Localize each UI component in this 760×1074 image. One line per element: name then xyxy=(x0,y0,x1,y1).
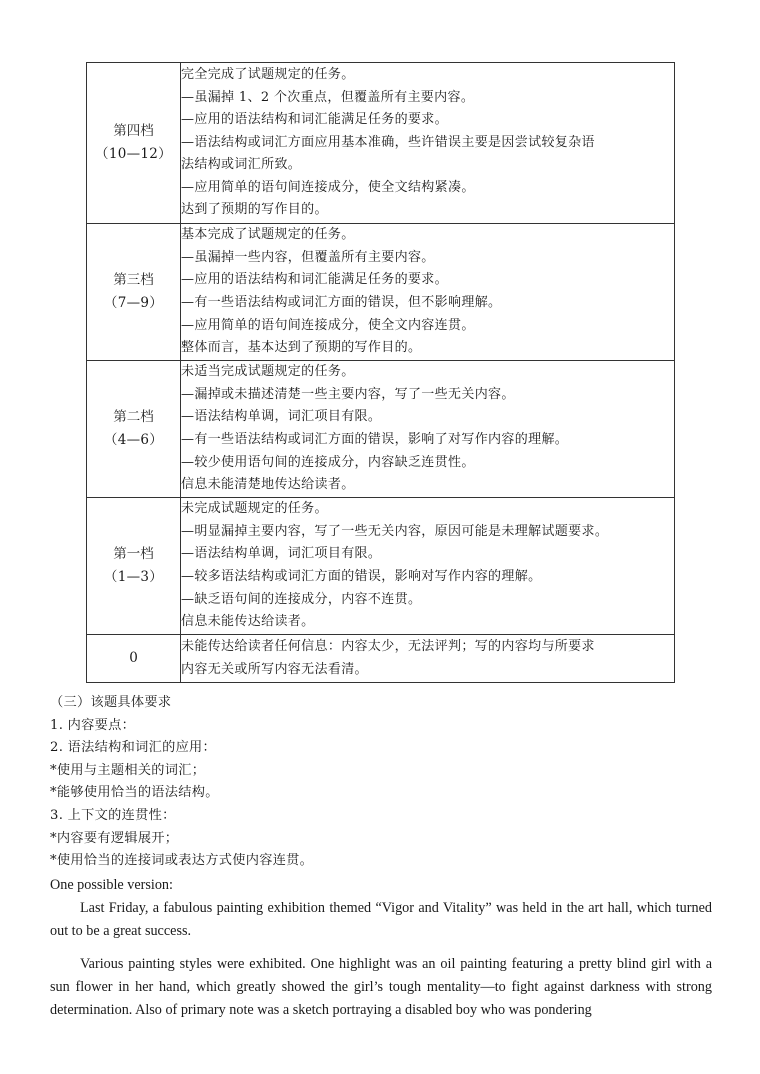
band-description-cell xyxy=(181,361,675,498)
criterion-line: 信息未能清楚地传达给读者。 xyxy=(181,477,355,493)
essay-paragraph: Last Friday, a fabulous painting exhibition themed “Vigor and Vitality” was held in the art hall, which turned out to be a great success. xyxy=(50,900,712,939)
band-label-cell xyxy=(87,63,181,224)
criterion-line: —应用的语法结构和词汇能满足任务的要求。 xyxy=(181,272,449,288)
criterion-line: 未完成试题规定的任务。 xyxy=(181,501,328,517)
requirement-item: *使用与主题相关的词汇； xyxy=(50,762,206,778)
criterion-line: 达到了预期的写作目的。 xyxy=(181,202,328,218)
criterion-line: —语法结构单调，词汇项目有限。 xyxy=(181,546,382,562)
criterion-line: 内容无关或所写内容无法看清。 xyxy=(181,661,368,677)
criterion-line: —有一些语法结构或词汇方面的错误，影响了对写作内容的理解。 xyxy=(181,432,569,447)
band-description-cell xyxy=(181,498,675,635)
section-title: （三）该题具体要求 xyxy=(50,695,172,710)
band-score-range: （4—6） xyxy=(103,432,164,448)
criterion-line: —虽漏掉一些内容，但覆盖所有主要内容。 xyxy=(181,249,435,265)
criterion-line: 完全完成了试题规定的任务。 xyxy=(181,66,355,82)
band-name: 第四档 xyxy=(113,123,154,139)
requirements-section xyxy=(50,692,712,873)
band-score-range: （10—12） xyxy=(95,146,172,162)
requirement-item: 1. 内容要点： xyxy=(50,717,136,733)
criterion-line: —语法结构单调，词汇项目有限。 xyxy=(181,409,382,425)
requirement-item: *能够使用恰当的语法结构。 xyxy=(50,785,219,801)
rubric-row-band-4 xyxy=(87,63,675,224)
requirement-item: 2. 语法结构和词汇的应用： xyxy=(50,740,217,756)
sample-version-label: One possible version: xyxy=(50,877,173,893)
criterion-line: 未能传达给读者任何信息：内容太少，无法评判；写的内容均与所要求 xyxy=(181,638,595,654)
criterion-line: —应用简单的语句间连接成分，使全文内容连贯。 xyxy=(181,317,475,333)
band-label-cell xyxy=(87,224,181,361)
criterion-line: —语法结构或词汇方面应用基本准确，些许错误主要是因尝试较复杂语 xyxy=(181,134,595,150)
band-description-cell xyxy=(181,224,675,361)
criterion-line: —较多语法结构或词汇方面的错误，影响对写作内容的理解。 xyxy=(181,569,542,584)
criterion-line: 未适当完成试题规定的任务。 xyxy=(181,364,355,380)
band-label-cell xyxy=(87,635,181,683)
rubric-row-band-0 xyxy=(87,635,675,683)
requirement-item: *使用恰当的连接词或表达方式使内容连贯。 xyxy=(50,853,314,869)
band-name: 第三档 xyxy=(113,272,154,288)
rubric-row-band-3 xyxy=(87,224,675,361)
rubric-row-band-1 xyxy=(87,498,675,635)
criterion-line: —缺乏语句间的连接成分，内容不连贯。 xyxy=(181,591,422,607)
criterion-line: —虽漏掉 1、2 个次重点，但覆盖所有主要内容。 xyxy=(181,89,475,105)
band-label-cell xyxy=(87,361,181,498)
band-name: 第一档 xyxy=(113,546,154,562)
criterion-line: 整体而言，基本达到了预期的写作目的。 xyxy=(181,340,422,356)
requirement-item: 3. 上下文的连贯性： xyxy=(50,807,176,823)
criterion-line: 基本完成了试题规定的任务。 xyxy=(181,227,355,243)
criterion-line: 信息未能传达给读者。 xyxy=(181,614,315,630)
rubric-row-band-2 xyxy=(87,361,675,498)
scoring-rubric-table xyxy=(86,62,675,683)
criterion-line: —明显漏掉主要内容，写了一些无关内容，原因可能是未理解试题要求。 xyxy=(181,523,609,539)
sample-essay-section xyxy=(50,874,712,1032)
criterion-line: 法结构或词汇所致。 xyxy=(181,157,302,173)
criterion-line: —应用简单的语句间连接成分，使全文结构紧凑。 xyxy=(181,179,475,195)
criterion-line: —应用的语法结构和词汇能满足任务的要求。 xyxy=(181,112,449,128)
requirement-item: *内容要有逻辑展开； xyxy=(50,830,179,846)
band-name: 第二档 xyxy=(113,409,154,425)
band-name: 0 xyxy=(129,650,138,666)
band-description-cell xyxy=(181,635,675,683)
band-score-range: （1—3） xyxy=(103,569,164,585)
essay-paragraph: Various painting styles were exhibited. One highlight was an oil painting featuring a pretty blind girl with a sun flower in her hand, which greatly showed the girl’s tough mentality—to fight against darkness with strong determination. Also of primary note was a sketch portraying a disabled boy who was pondering xyxy=(50,956,712,1018)
criterion-line: —有一些语法结构或词汇方面的错误，但不影响理解。 xyxy=(181,295,502,310)
band-score-range: （7—9） xyxy=(103,295,164,311)
criterion-line: —漏掉或未描述清楚一些主要内容，写了一些无关内容。 xyxy=(181,386,515,402)
criterion-line: —较少使用语句间的连接成分，内容缺乏连贯性。 xyxy=(181,454,475,470)
band-label-cell xyxy=(87,498,181,635)
band-description-cell xyxy=(181,63,675,224)
